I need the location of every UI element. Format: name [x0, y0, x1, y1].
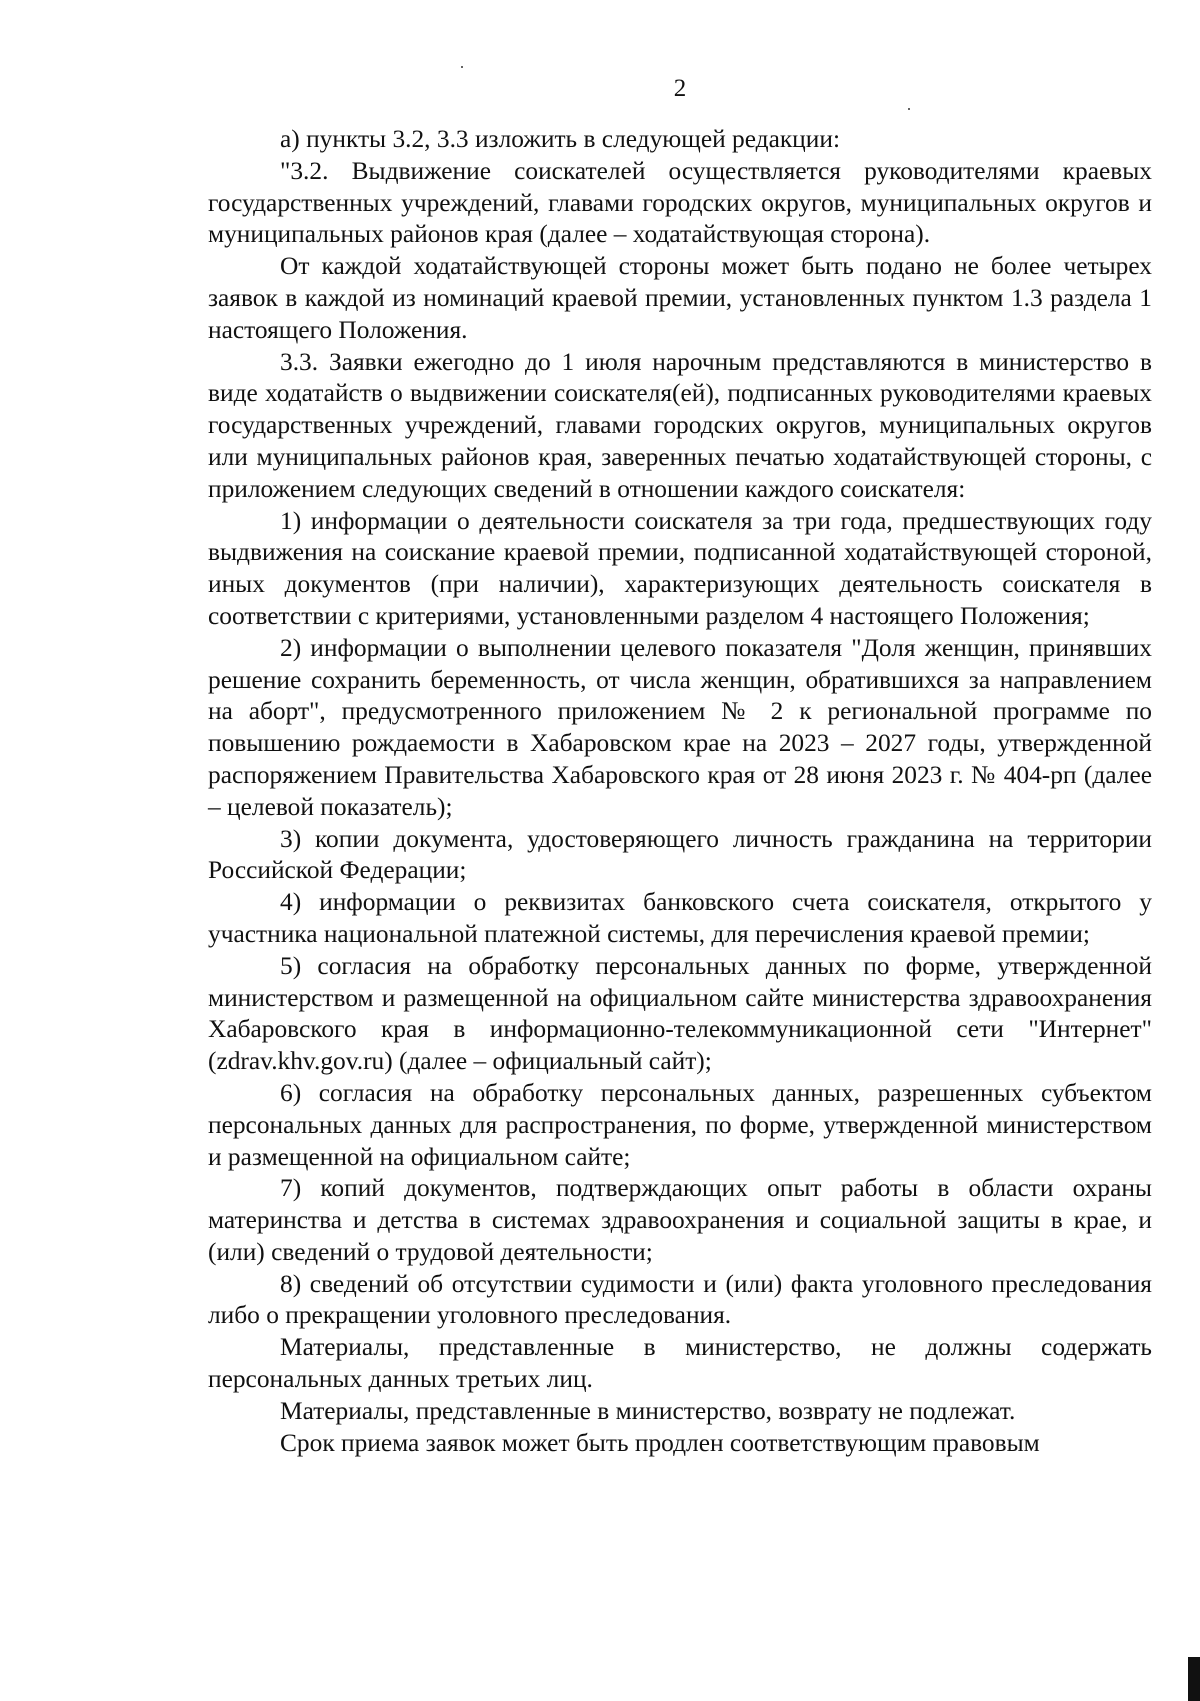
scan-edge-mark — [1188, 1657, 1200, 1701]
paragraph: 3.3. Заявки ежегодно до 1 июля нарочным представляются в министерство в виде ходатайств о выдвижении соискателя(ей), подписанных руководителями краевых государственных учреждений, главами городских округов, муниципальных округов или муниципальных районов края, заверенных печатью ходатайствующей стороны, с приложением следующих сведений в отношении каждого соискателя: — [208, 347, 1152, 503]
paragraph: 3) копии документа, удостоверяющего личность гражданина на территории Российской Федерации; — [208, 824, 1152, 885]
paragraph: От каждой ходатайствующей стороны может быть подано не более четырех заявок в каждой из номинаций краевой премии, установленных пунктом 1.3 раздела 1 настоящего Положения. — [208, 252, 1152, 344]
scan-speck — [461, 66, 463, 68]
page-number: 2 — [673, 75, 687, 102]
paragraph: 7) копий документов, подтверждающих опыт работы в области охраны материнства и детства в системах здравоохранения и социальной защиты в крае, и (или) сведений о трудовой деятельности; — [208, 1174, 1152, 1266]
scan-speck — [908, 108, 910, 110]
paragraph: 5) согласия на обработку персональных данных по форме, утвержденной министерством и размещенной на официальном сайте министерства здравоохранения Хабаровского края в информационно-телекоммуникационной сети "Интернет" (zdrav.khv.gov.ru) (далее – официальный сайт); — [208, 951, 1152, 1076]
paragraph: 8) сведений об отсутствии судимости и (или) факта уголовного преследования либо о прекращении уголовного преследования. — [208, 1269, 1152, 1330]
paragraph: 2) информации о выполнении целевого показателя "Доля женщин, принявших решение сохранить беременность, от числа женщин, обратившихся за направлением на аборт", предусмотренного приложением № 2 к региональной программе по повышению рождаемости в Хабаровском крае на 2023 – 2027 годы, утвержденной распоряжением Правительства Хабаровского края от 28 июня 2023 г. № 404-рп (далее – целевой показатель); — [208, 633, 1152, 821]
paragraph: 1) информации о деятельности соискателя за три года, предшествующих году выдвижения на соискание краевой премии, подписанной ходатайствующей стороной, иных документов (при наличии), характеризующих деятельность соискателя в соответствии с критериями, установленными разделом 4 настоящего Положения; — [208, 506, 1152, 630]
paragraph: Материалы, представленные в министерство, возврату не подлежат. — [280, 1396, 1016, 1425]
paragraph: Срок приема заявок может быть продлен соответствующим правовым — [280, 1428, 1040, 1457]
paragraph: 6) согласия на обработку персональных данных, разрешенных субъектом персональных данных для распространения, по форме, утвержденной министерством и размещенной на официальном сайте; — [208, 1078, 1152, 1171]
paragraph: 4) информации о реквизитах банковского счета соискателя, открытого у участника национальной платежной системы, для перечисления краевой премии; — [208, 888, 1152, 948]
paragraph: Материалы, представленные в министерство, не должны содержать персональных данных третьих лиц. — [208, 1333, 1152, 1394]
document-body — [208, 124, 1152, 1459]
paragraph: а) пункты 3.2, 3.3 изложить в следующей редакции: — [280, 125, 840, 153]
paragraph: "3.2. Выдвижение соискателей осуществляется руководителями краевых государственных учреждений, главами городских округов, муниципальных округов и муниципальных районов края (далее – ходатайствующая сторона). — [208, 156, 1152, 249]
